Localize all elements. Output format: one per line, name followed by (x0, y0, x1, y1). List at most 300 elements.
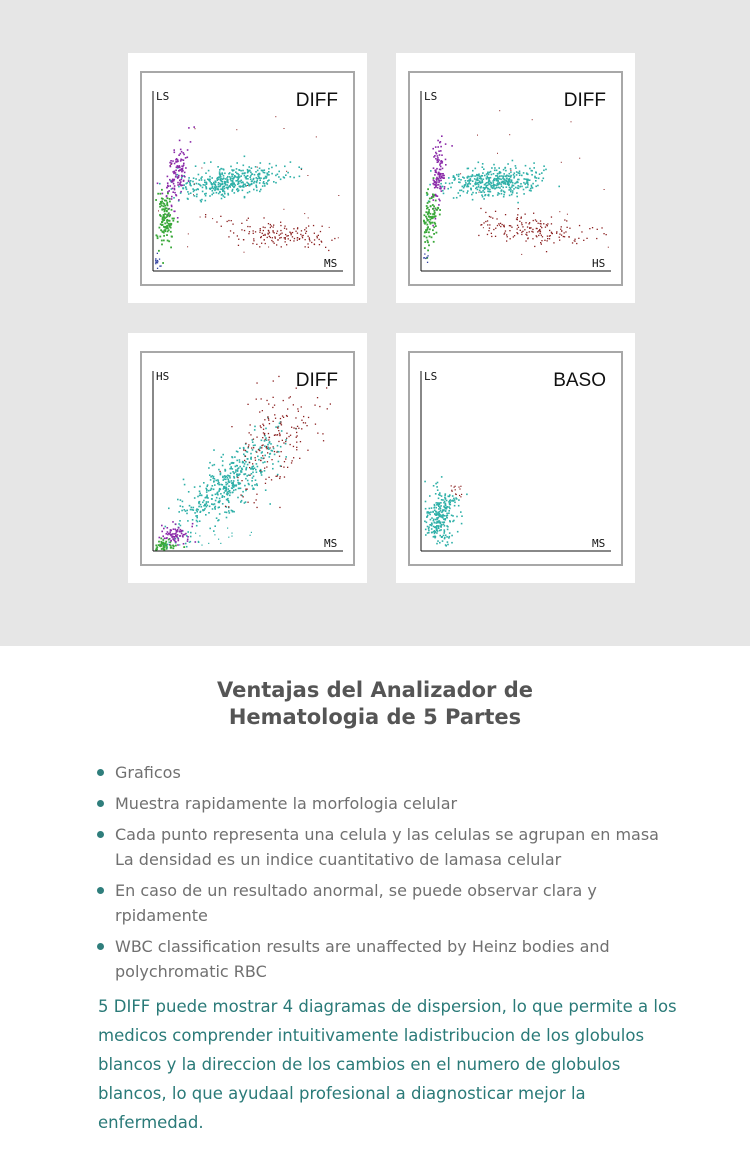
cell-dot (228, 510, 230, 512)
cell-dot (242, 181, 244, 183)
cell-dot (530, 190, 532, 192)
cell-dot (483, 198, 485, 200)
cell-dot (240, 501, 242, 503)
cell-dot (338, 195, 339, 196)
cell-dot (521, 224, 522, 225)
cell-dot (280, 476, 281, 477)
cell-dot (547, 240, 548, 241)
cell-dot (578, 238, 579, 239)
cell-dot (529, 222, 530, 223)
cell-dot (427, 188, 429, 190)
cell-dot (268, 439, 269, 440)
cell-dot (502, 181, 504, 183)
cell-dot (482, 166, 484, 168)
cell-dot (510, 171, 512, 173)
cell-dot (425, 216, 427, 218)
cell-dot (446, 517, 448, 519)
cell-dot (458, 176, 460, 178)
cell-dot (428, 530, 430, 532)
cell-dot (179, 520, 181, 522)
cell-dot (507, 236, 508, 237)
cell-dot (204, 508, 206, 510)
cell-dot (264, 234, 265, 235)
cell-dot (179, 165, 181, 167)
cell-dot (319, 239, 320, 240)
cell-dot (212, 218, 213, 219)
cell-dot (263, 172, 265, 174)
cell-dot (457, 531, 459, 533)
cell-dot (232, 189, 234, 191)
cell-dot (279, 237, 280, 238)
cell-dot (181, 179, 183, 181)
cell-dot (180, 505, 182, 507)
cell-dot (427, 526, 429, 528)
cell-dot (222, 186, 224, 188)
cell-dot (175, 176, 177, 178)
cell-dot (485, 212, 486, 213)
cell-dot (566, 220, 567, 221)
cell-dot (429, 512, 431, 514)
cell-dot (266, 172, 268, 174)
cell-dot (174, 540, 176, 542)
cell-dot (207, 497, 209, 499)
description-paragraph: 5 DIFF puede mostrar 4 diagramas de dispersion, lo que permite a los medicos comprender intuitivamente ladistribucion de los globulos blancos y la direccion de los cambios en el numero de globulos blancos, lo que ayudaal profesional a diagnosticar mejor la enfermedad. (98, 997, 677, 1132)
cell-dot (233, 490, 235, 492)
cell-dot (246, 475, 248, 477)
cell-dot (489, 228, 490, 229)
cell-dot (503, 173, 505, 175)
cell-dot (293, 240, 294, 241)
cell-dot (201, 545, 202, 546)
cell-dot (245, 185, 247, 187)
cell-dot (184, 484, 186, 486)
cell-dot (166, 202, 168, 204)
cell-dot (237, 191, 239, 193)
cell-dot (441, 495, 443, 497)
cell-dot (467, 190, 469, 192)
cell-dot (535, 186, 537, 188)
cell-dot (459, 495, 460, 496)
cell-dot (448, 177, 450, 179)
cell-dot (441, 161, 443, 163)
cell-dot (468, 168, 470, 170)
cell-dot (235, 180, 237, 182)
cell-dot (281, 233, 282, 234)
cell-dot (589, 228, 590, 229)
cell-dot (165, 526, 167, 528)
cell-dot (246, 220, 247, 221)
cell-dot (541, 180, 543, 182)
cell-dot (188, 127, 190, 129)
cell-dot (262, 410, 263, 411)
cell-dot (296, 449, 297, 450)
cell-dot (540, 220, 541, 221)
cell-dot (168, 190, 170, 192)
cell-dot (267, 233, 268, 234)
cell-dot (177, 499, 179, 501)
cell-dot (245, 443, 246, 444)
cell-dot (541, 244, 542, 245)
cell-dot (516, 192, 518, 194)
cell-dot (458, 174, 460, 176)
cell-dot (219, 502, 221, 504)
cell-dot (265, 489, 267, 491)
cell-dot (194, 195, 196, 197)
cell-dot (309, 240, 310, 241)
cell-dot (258, 459, 260, 461)
cell-dot (187, 531, 189, 533)
cell-dot (432, 194, 434, 196)
cell-dot (195, 165, 197, 167)
cell-dot (223, 479, 225, 481)
cell-dot (558, 186, 560, 188)
cell-dot (256, 399, 257, 400)
cell-dot (288, 235, 289, 236)
cell-dot (169, 542, 171, 544)
cell-dot (308, 225, 309, 226)
cell-dot (493, 164, 495, 166)
cell-dot (586, 238, 587, 239)
cell-dot (306, 227, 307, 228)
cell-dot (195, 128, 196, 129)
cell-dot (243, 165, 245, 167)
cell-dot (167, 534, 169, 536)
cell-dot (254, 502, 255, 503)
cell-dot (177, 184, 179, 186)
cell-dot (173, 218, 175, 220)
cell-dot (175, 161, 177, 163)
cell-dot (516, 174, 518, 176)
cell-dot (242, 491, 244, 493)
cell-dot (434, 216, 436, 218)
cell-dot (222, 465, 224, 467)
cell-dot (446, 513, 448, 515)
cell-dot (432, 225, 434, 227)
cell-dot (157, 193, 159, 195)
cell-dot (314, 239, 315, 240)
cell-dot (224, 182, 226, 184)
cell-dot (245, 478, 247, 480)
cell-dot (286, 228, 287, 229)
cell-dot (453, 520, 455, 522)
cell-dot (523, 172, 525, 174)
cell-dot (491, 167, 493, 169)
cell-dot (532, 183, 534, 185)
cell-dot (450, 187, 452, 189)
cell-dot (178, 523, 180, 525)
cell-dot (159, 266, 160, 267)
cell-dot (213, 192, 215, 194)
cell-dot (171, 236, 173, 238)
cell-dot (583, 240, 584, 241)
cell-dot (243, 466, 245, 468)
cell-dot (542, 236, 543, 237)
cell-dot (204, 184, 206, 186)
cell-dot (237, 180, 239, 182)
cell-dot (440, 180, 442, 182)
cell-dot (266, 400, 267, 401)
cell-dot (556, 231, 557, 232)
cell-dot (465, 182, 467, 184)
cell-dot (208, 543, 209, 544)
cell-dot (487, 224, 488, 225)
cell-dot (290, 396, 291, 397)
cell-dot (518, 208, 519, 209)
cell-dot (275, 238, 276, 239)
cell-dot (564, 232, 565, 233)
cell-dot (187, 520, 189, 522)
cell-dot (264, 239, 265, 240)
cell-dot (230, 180, 232, 182)
cell-dot (244, 173, 246, 175)
cell-dot (438, 511, 440, 513)
cell-dot (432, 229, 434, 231)
cell-dot (277, 434, 278, 435)
cell-dot (254, 429, 256, 431)
cell-dot (228, 500, 230, 502)
cell-dot (264, 440, 266, 442)
cell-dot (494, 167, 496, 169)
cell-dot (445, 164, 447, 166)
cell-dot (523, 189, 525, 191)
cell-dot (513, 185, 515, 187)
cell-dot (266, 448, 267, 449)
cell-dot (448, 506, 450, 508)
cell-dot (174, 188, 176, 190)
cell-dot (506, 186, 508, 188)
cell-dot (155, 199, 157, 201)
cell-dot (233, 232, 234, 233)
cell-dot (443, 532, 445, 534)
cell-dot (228, 491, 230, 493)
cell-dot (245, 490, 247, 492)
cell-dot (519, 221, 520, 222)
cell-dot (193, 189, 195, 191)
cell-dot (269, 456, 271, 458)
cell-dot (511, 181, 513, 183)
cell-dot (499, 173, 501, 175)
scatterplot-card (128, 333, 367, 583)
cell-dot (251, 473, 253, 475)
cell-dot (269, 447, 270, 448)
cell-dot (214, 464, 216, 466)
cell-dot (230, 166, 232, 168)
cell-dot (174, 185, 176, 187)
cell-dot (269, 437, 270, 438)
cell-dot (519, 186, 521, 188)
cell-dot (249, 467, 250, 468)
cell-dot (239, 461, 241, 463)
cell-dot (284, 166, 286, 168)
cell-dot (171, 196, 173, 198)
cell-dot (445, 535, 447, 537)
cell-dot (236, 168, 238, 170)
cell-dot (180, 529, 182, 531)
cell-dot (567, 214, 568, 215)
cell-dot (212, 190, 214, 192)
cell-dot (497, 225, 498, 226)
cell-dot (427, 193, 429, 195)
cell-dot (216, 497, 218, 499)
cell-dot (437, 540, 439, 542)
cell-dot (224, 475, 226, 477)
cell-dot (431, 197, 433, 199)
plot-label: DIFF (295, 370, 338, 391)
cell-dot (283, 209, 284, 210)
cell-dot (520, 183, 522, 185)
cell-dot (444, 521, 446, 523)
cell-dot (541, 227, 542, 228)
cell-dot (184, 509, 186, 511)
cell-dot (453, 197, 455, 199)
cell-dot (190, 509, 192, 511)
cell-dot (441, 135, 443, 137)
cell-dot (564, 236, 565, 237)
cell-dot (309, 239, 310, 240)
cell-dot (235, 469, 237, 471)
cell-dot (253, 189, 255, 191)
cell-dot (269, 163, 271, 165)
cell-dot (174, 211, 176, 213)
cell-dot (429, 495, 431, 497)
cell-dot (212, 186, 214, 188)
cell-dot (494, 180, 496, 182)
cell-dot (254, 467, 256, 469)
cell-dot (210, 188, 212, 190)
cell-dot (473, 185, 475, 187)
y-axis-label: LS (424, 370, 438, 383)
cell-dot (252, 463, 253, 464)
cell-dot (159, 206, 161, 208)
cell-dot (429, 508, 431, 510)
cell-dot (274, 454, 276, 456)
cell-dot (316, 236, 317, 237)
cell-dot (271, 240, 272, 241)
cell-dot (199, 493, 201, 495)
cell-dot (235, 489, 237, 491)
cell-dot (255, 460, 256, 461)
cell-dot (509, 134, 510, 135)
list-item-text: En caso de un resultado anormal, se puede observar clara y (115, 881, 597, 900)
cell-dot (209, 506, 211, 508)
cell-dot (244, 502, 246, 504)
cell-dot (214, 186, 216, 188)
cell-dot (431, 517, 433, 519)
cell-dot (223, 486, 225, 488)
cell-dot (437, 146, 439, 148)
cell-dot (214, 484, 216, 486)
cell-dot (565, 231, 566, 232)
cell-dot (535, 219, 536, 220)
cell-dot (435, 158, 437, 160)
cell-dot (252, 477, 254, 479)
cell-dot (209, 462, 211, 464)
cell-dot (432, 183, 434, 185)
cell-dot (519, 174, 521, 176)
cell-dot (259, 173, 261, 175)
cell-dot (489, 224, 490, 225)
cell-dot (518, 172, 520, 174)
cell-dot (515, 167, 517, 169)
cell-dot (163, 232, 165, 234)
cell-dot (269, 442, 271, 444)
cell-dot (567, 227, 568, 228)
cell-dot (488, 230, 489, 231)
cell-dot (285, 237, 286, 238)
list-item (93, 878, 703, 928)
cell-dot (433, 167, 435, 169)
cell-dot (268, 174, 270, 176)
cell-dot (295, 231, 296, 232)
cell-dot (183, 164, 185, 166)
cell-dot (245, 469, 247, 471)
cell-dot (527, 179, 529, 181)
cell-dot (535, 180, 537, 182)
cell-dot (487, 187, 489, 189)
cell-dot (250, 535, 251, 536)
cell-dot (539, 223, 540, 224)
cell-dot (185, 157, 187, 159)
cell-dot (247, 178, 249, 180)
cell-dot (276, 476, 277, 477)
cell-dot (491, 182, 493, 184)
cell-dot (229, 477, 231, 479)
cell-dot (322, 226, 323, 227)
cell-dot (472, 199, 474, 201)
cell-dot (215, 494, 217, 496)
cell-dot (524, 229, 525, 230)
cell-dot (202, 502, 204, 504)
cell-dot (540, 242, 541, 243)
cell-dot (230, 184, 232, 186)
cell-dot (290, 232, 291, 233)
cell-dot (243, 449, 244, 450)
cell-dot (427, 516, 429, 518)
cell-dot (260, 460, 261, 461)
cell-dot (168, 212, 170, 214)
cell-dot (225, 184, 227, 186)
cell-dot (517, 219, 518, 220)
cell-dot (498, 167, 500, 169)
cell-dot (508, 185, 510, 187)
cell-dot (233, 462, 235, 464)
cell-dot (267, 452, 268, 453)
cell-dot (163, 235, 165, 237)
cell-dot (193, 177, 195, 179)
cell-dot (243, 186, 245, 188)
cell-dot (244, 463, 246, 465)
cell-dot (291, 234, 292, 235)
cell-dot (178, 540, 180, 542)
cell-dot (437, 155, 439, 157)
cell-dot (276, 452, 277, 453)
cell-dot (216, 221, 217, 222)
cell-dot (468, 182, 470, 184)
cell-dot (496, 218, 497, 219)
cell-dot (253, 447, 254, 448)
cell-dot (475, 192, 477, 194)
cell-dot (272, 468, 274, 470)
cell-dot (484, 184, 486, 186)
cell-dot (251, 485, 253, 487)
cell-dot (277, 174, 279, 176)
cell-dot (497, 173, 499, 175)
cell-dot (218, 186, 220, 188)
cell-dot (203, 184, 205, 186)
cell-dot (520, 218, 521, 219)
cell-dot (551, 223, 552, 224)
cell-dot (172, 220, 174, 222)
